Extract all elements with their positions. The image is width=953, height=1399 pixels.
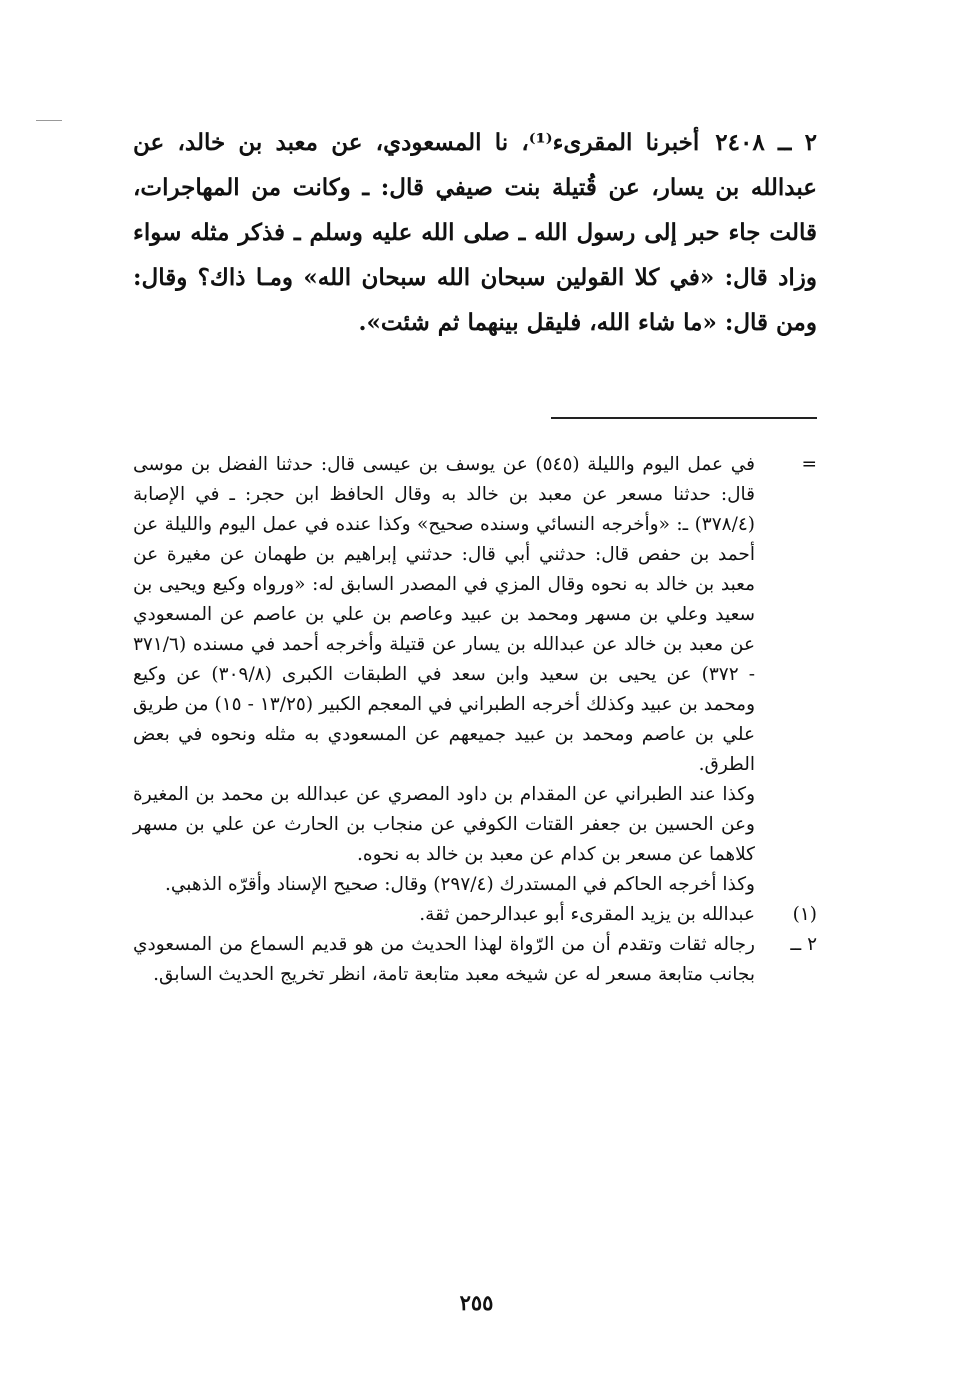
footnote-2-text: رجاله ثقات وتقدم أن من الرّواة لهذا الحديث من هو قديم السماع من المسعودي بجانب متابعة مسعر له عن شيخه معبد متابعة تامة، انظر تخريج الحديث السابق.: [133, 934, 755, 985]
footnote-separator: [551, 417, 817, 419]
footnote-paragraph: في عمل اليوم والليلة (٥٤٥) عن يوسف بن عيسى قال: حدثنا الفضل بن موسى قال: حدثنا مسعر عن معبد بن خالد به وقال الحافظ ابن حجر: ـ في الإصابة (٣٧٨/٤) ـ: «وأخرجه النسائي وسنده صحيح» وكذا عنده في عمل اليوم والليلة عن أحمد بن حفص قال: حدثني أبي قال: حدثني إبراهيم بن طهمان عن مغيرة عن معبد بن خالد به نحوه وقال المزي في المصدر السابق له: «ورواه وكيع ويحيى بن سعيد وعلي بن مسهر ومحمد بن عبيد وعاصم بن علي بن عاصم عن المسعودي عن معبد بن خالد عن عبدالله بن يسار عن قتيلة وأخرجه أحمد في مسنده (٣٧١/٦ - ٣٧٢) عن يحيى بن سعيد وابن سعد في الطبقات الكبرى (٣٠٩/٨) عن وكيع ومحمد بن عبيد وكذلك أخرجه الطبراني في المعجم الكبير (١٣/٢٥ - ١٥) من طريق علي بن عاصم ومحمد بن عبيد جميعهم عن المسعودي به مثله ونحوه في بعض الطرق.: [133, 454, 756, 775]
footnote-1-text: عبدالله بن يزيد المقرىء أبو عبدالرحمن ثقة.: [419, 904, 755, 925]
footnote-paragraph: وكذا عند الطبراني عن المقدام بن داود المصري عن عبدالله بن محمد بن المغيرة وعن الحسين بن جعفر القتات الكوفي عن منجاب بن الحارث عن علي بن مسهر كلاهما عن مسعر بن كدام عن معبد بن خالد به نحوه.: [133, 784, 755, 865]
main-hadith-text: [133, 120, 817, 345]
footnote-2: [133, 930, 817, 990]
footnote-paragraph: وكذا أخرجه الحاكم في المستدرك (٢٩٧/٤) وقال: صحيح الإسناد وأقرّه الذهبي.: [164, 874, 755, 895]
footnote-1-marker: (١): [792, 904, 817, 925]
footnote-1: [133, 900, 817, 930]
page-number: ٢٥٥: [459, 1290, 494, 1315]
hadith-number: ٢ ــ ٢٤٠٨: [715, 129, 818, 156]
footnote-continuation: [133, 450, 817, 900]
hadith-paragraph: [133, 120, 817, 345]
continuation-marker: =: [801, 454, 817, 475]
footnote-2-marker: ٢ ــ: [790, 934, 817, 955]
footnotes-section: [133, 450, 817, 990]
hadith-body: أخبرنا المقرىء⁽¹⁾، نا المسعودي، عن معبد بن خالد، عن عبدالله بن يسار، عن قُتيلة بنت صيفي قال: ـ وكانت من المهاجرات، قالت جاء حبر إلى رسول الله ـ صلى الله عليه وسلم ـ فذكر مثله سواء وزاد قال: «في كلا القولين سبحان الله سبحان الله» ومـا ذاك؟ وقال: ومن قال: «ما شاء الله، فليقل بينهما ثم شئت».: [133, 129, 817, 336]
margin-mark: [36, 120, 62, 121]
